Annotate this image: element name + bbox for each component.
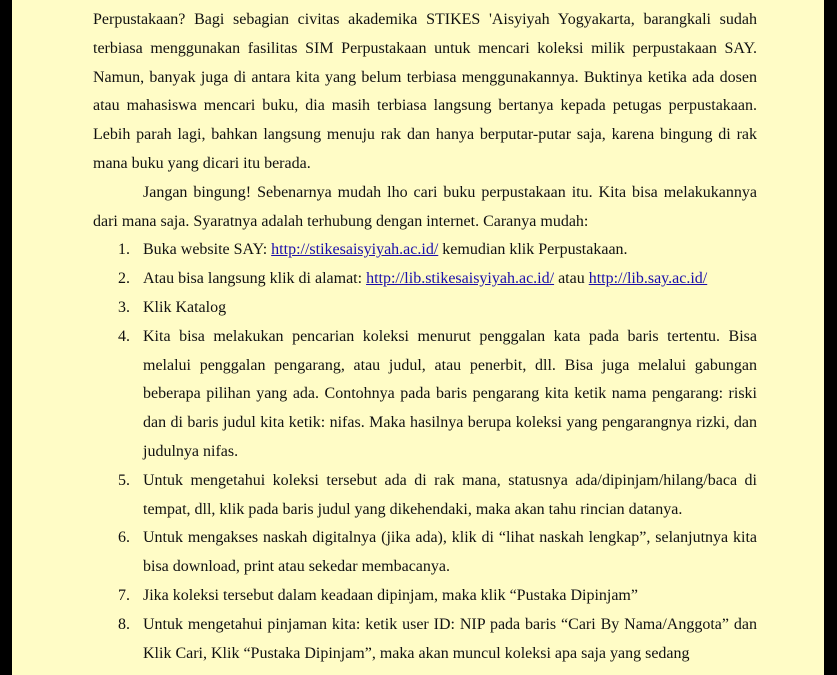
library-link-secondary[interactable]: http://lib.say.ac.id/ bbox=[588, 270, 708, 288]
list-item bbox=[93, 294, 757, 323]
list-number: 6. bbox=[118, 529, 130, 547]
list-number: 2. bbox=[118, 270, 130, 288]
list-item bbox=[93, 323, 757, 467]
list-item bbox=[93, 611, 757, 669]
document-page bbox=[12, 0, 824, 675]
document-body bbox=[93, 6, 757, 668]
library-link-primary[interactable]: http://lib.stikesaisyiyah.ac.id/ bbox=[366, 270, 555, 288]
list-text: Klik Katalog bbox=[143, 298, 227, 316]
list-text: atau bbox=[554, 270, 589, 288]
list-text: Untuk mengetahui pinjaman kita: ketik user ID: NIP pada baris “Cari By Nama/Anggota” dan Klik Cari, Klik “Pustaka Dipinjam”, maka akan muncul koleksi apa saja yang sedang bbox=[143, 615, 757, 662]
list-item bbox=[93, 524, 757, 582]
paragraph-intro: Perpustakaan? Bagi sebagian civitas akademika STIKES 'Aisyiyah Yogyakarta, barangkali sudah terbiasa menggunakan fasilitas SIM Perpustakaan untuk mencari koleksi milik perpustakaan SAY. Namun, banyak juga di antara kita yang belum terbiasa menggunakannya. Buktinya ketika ada dosen atau mahasiswa mencari buku, dia masih terbiasa langsung bertanya kepada petugas perpustakaan. Lebih parah lagi, bahkan langsung menuju rak dan hanya berputar-putar saja, karena bingung di rak mana buku yang dicari itu berada. bbox=[93, 11, 757, 172]
list-number: 5. bbox=[118, 471, 130, 489]
list-text: kemudian klik Perpustakaan. bbox=[438, 241, 628, 259]
list-text: Buka website SAY: bbox=[143, 241, 272, 259]
list-text: Atau bisa langsung klik di alamat: bbox=[143, 270, 367, 288]
steps-list bbox=[93, 236, 757, 668]
list-text: Untuk mengetahui koleksi tersebut ada di rak mana, statusnya ada/dipinjam/hilang/baca di tempat, dll, klik pada baris judul yang dikehendaki, maka akan tahu rincian datanya. bbox=[143, 471, 757, 518]
stikes-website-link[interactable]: http://stikesaisyiyah.ac.id/ bbox=[271, 241, 439, 259]
list-item bbox=[93, 467, 757, 525]
list-item bbox=[93, 265, 757, 294]
list-number: 4. bbox=[118, 327, 130, 345]
list-item bbox=[93, 582, 757, 611]
list-text: Kita bisa melakukan pencarian koleksi menurut penggalan kata pada baris tertentu. Bisa melalui penggalan pengarang, atau judul, atau penerbit, dll. Bisa juga melalui gabungan beberapa pilihan yang ada. Contohnya pada baris pengarang kita ketik nama pengarang: riski dan di baris judul kita ketik: nifas. Maka hasilnya berupa koleksi yang pengarangnya rizki, dan judulnya nifas. bbox=[143, 327, 757, 460]
list-text: Untuk mengakses naskah digitalnya (jika ada), klik di “lihat naskah lengkap”, selanjutnya kita bisa download, print atau sekedar membacanya. bbox=[143, 529, 757, 576]
list-number: 8. bbox=[118, 615, 130, 633]
list-item bbox=[93, 236, 757, 265]
paragraph-how-to: Jangan bingung! Sebenarnya mudah lho cari buku perpustakaan itu. Kita bisa melakukannya dari mana saja. Syaratnya adalah terhubung dengan internet. Caranya mudah: bbox=[93, 183, 757, 230]
list-number: 1. bbox=[118, 241, 130, 259]
list-text: Jika koleksi tersebut dalam keadaan dipinjam, maka klik “Pustaka Dipinjam” bbox=[143, 586, 638, 604]
list-number: 7. bbox=[118, 586, 130, 604]
list-number: 3. bbox=[118, 298, 130, 316]
